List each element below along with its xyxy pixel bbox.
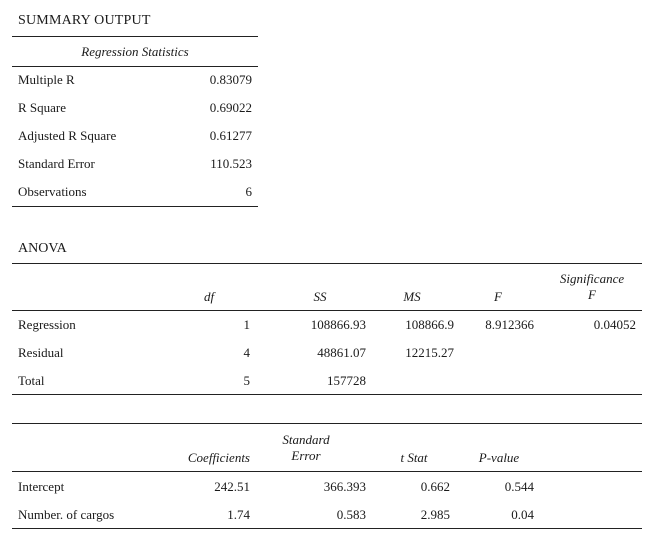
anova-significance-f: 0.04052 (593, 317, 636, 332)
stat-label: Multiple R (18, 72, 75, 87)
coef-std-error: 0.583 (336, 507, 366, 522)
anova-df: 4 (243, 345, 250, 360)
anova-header-f: F (494, 289, 502, 304)
stat-value: 6 (245, 184, 252, 199)
anova-ms: 12215.27 (405, 345, 454, 360)
coef-p-value: 0.04 (511, 507, 534, 522)
coef-std-error: 366.393 (323, 479, 366, 494)
stat-label: R Square (18, 100, 67, 115)
anova-source: Residual (18, 345, 64, 360)
anova-ms: 108866.9 (405, 317, 454, 332)
anova-source: Regression (18, 317, 76, 332)
anova-header-df: df (203, 289, 215, 304)
summary-output-title: SUMMARY OUTPUT (18, 13, 151, 28)
coef-t-stat: 2.985 (420, 507, 450, 522)
coef-p-value: 0.544 (504, 479, 534, 494)
regression-statistics-header: Regression Statistics (81, 44, 189, 59)
divider (12, 423, 642, 424)
divider (12, 206, 258, 207)
stat-label: Adjusted R Square (18, 128, 117, 143)
divider (12, 36, 258, 37)
anova-df: 5 (243, 373, 250, 388)
stat-value: 0.83079 (209, 72, 252, 87)
coef-variable: Number. of cargos (18, 507, 115, 522)
anova-df: 1 (243, 317, 250, 332)
divider (12, 528, 642, 529)
stat-value: 0.61277 (209, 128, 252, 143)
coef-value: 242.51 (214, 479, 250, 494)
anova-ss: 157728 (327, 373, 366, 388)
coef-variable: Intercept (18, 479, 65, 494)
anova-ss: 48861.07 (317, 345, 366, 360)
anova-f: 8.912366 (485, 317, 534, 332)
anova-source: Total (18, 373, 45, 388)
stat-value: 110.523 (210, 156, 252, 171)
anova-header-significance-f: Significance (559, 271, 625, 286)
stat-label: Observations (18, 184, 87, 199)
coef-header-standard-error-line2: Error (291, 448, 321, 463)
divider (12, 394, 642, 395)
coef-header-p-value: P-value (478, 450, 520, 465)
divider (12, 66, 258, 67)
anova-ss: 108866.93 (310, 317, 366, 332)
coef-header-t-stat: t Stat (400, 450, 428, 465)
stat-value: 0.69022 (209, 100, 252, 115)
anova-header-ms: MS (403, 289, 421, 304)
divider (12, 310, 642, 311)
divider (12, 263, 642, 264)
coef-value: 1.74 (227, 507, 250, 522)
coef-t-stat: 0.662 (420, 479, 450, 494)
stat-label: Standard Error (18, 156, 95, 171)
coef-header-standard-error: Standard (282, 432, 330, 447)
anova-header-significance-f-line2: F (588, 287, 596, 302)
anova-header-ss: SS (313, 289, 327, 304)
anova-title: ANOVA (18, 241, 67, 256)
divider (12, 471, 642, 472)
coef-header-coefficients: Coefficients (187, 450, 250, 465)
